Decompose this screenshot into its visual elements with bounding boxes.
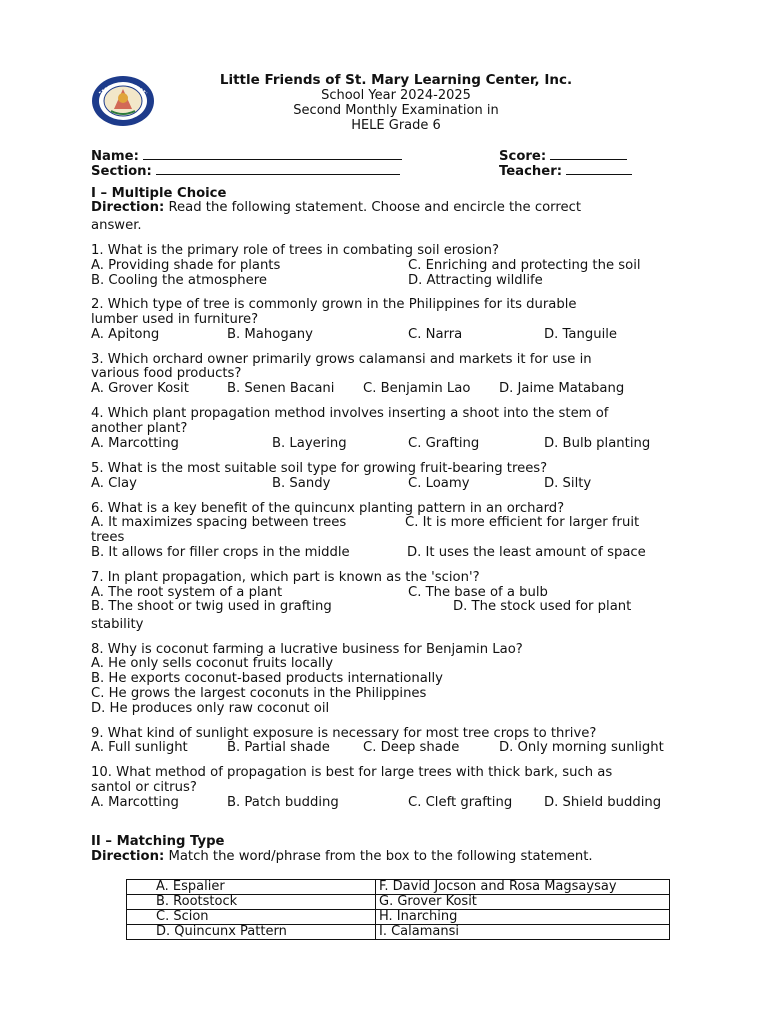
q9-option-d[interactable]: D. Only morning sunlight [499, 740, 664, 755]
question-2-cont: lumber used in furniture? [91, 312, 259, 327]
table-row [127, 925, 670, 940]
q7-option-a[interactable]: A. The root system of a plant [91, 585, 283, 600]
question-6: 6. What is a key benefit of the quincunx planting pattern in an orchard? [91, 501, 565, 516]
q8-option-d[interactable]: D. He produces only raw coconut oil [91, 701, 330, 716]
direction-label: Direction: [91, 849, 165, 864]
match-cell: G. Grover Kosit [376, 895, 670, 910]
match-cell: A. Espalier [127, 880, 376, 895]
q10-option-d[interactable]: D. Shield budding [544, 795, 662, 810]
q7-option-c[interactable]: C. The base of a bulb [408, 585, 548, 600]
question-8: 8. Why is coconut farming a lucrative business for Benjamin Lao? [91, 642, 523, 657]
q2-option-b[interactable]: B. Mahogany [227, 327, 313, 342]
part1-direction-cont: answer. [91, 218, 142, 233]
matching-box-table [126, 879, 670, 940]
q2-option-c[interactable]: C. Narra [408, 327, 463, 342]
match-cell: I. Calamansi [376, 925, 670, 940]
name-label: Name: [91, 149, 139, 164]
part2-direction [91, 849, 593, 864]
question-7: 7. In plant propagation, which part is known as the 'scion'? [91, 570, 480, 585]
section-blank[interactable] [156, 163, 400, 175]
table-row [127, 910, 670, 925]
q4-option-b[interactable]: B. Layering [272, 436, 347, 451]
teacher-row [499, 163, 632, 179]
question-1: 1. What is the primary role of trees in combating soil erosion? [91, 243, 499, 258]
match-cell: D. Quincunx Pattern [127, 925, 376, 940]
q5-option-d[interactable]: D. Silty [544, 476, 592, 491]
direction-label: Direction: [91, 200, 165, 215]
section-label: Section: [91, 164, 152, 179]
q6-option-d[interactable]: D. It uses the least amount of space [407, 545, 646, 560]
match-cell: B. Rootstock [127, 895, 376, 910]
q10-option-b[interactable]: B. Patch budding [227, 795, 339, 810]
q2-option-d[interactable]: D. Tanguile [544, 327, 618, 342]
table-row [127, 880, 670, 895]
q4-option-a[interactable]: A. Marcotting [91, 436, 179, 451]
question-5: 5. What is the most suitable soil type for growing fruit-bearing trees? [91, 461, 548, 476]
question-10-cont: santol or citrus? [91, 780, 197, 795]
q4-option-d[interactable]: D. Bulb planting [544, 436, 651, 451]
part1-title: I – Multiple Choice [91, 186, 227, 201]
q2-option-a[interactable]: A. Apitong [91, 327, 160, 342]
q9-option-c[interactable]: C. Deep shade [363, 740, 460, 755]
q6-option-a[interactable]: A. It maximizes spacing between trees [91, 515, 347, 530]
q6-option-b[interactable]: B. It allows for filler crops in the middle [91, 545, 350, 560]
q3-option-b[interactable]: B. Senen Bacani [227, 381, 335, 396]
question-10: 10. What method of propagation is best for large trees with thick bark, such as [91, 765, 613, 780]
q5-option-c[interactable]: C. Loamy [408, 476, 470, 491]
q5-option-a[interactable]: A. Clay [91, 476, 137, 491]
q3-option-d[interactable]: D. Jaime Matabang [499, 381, 625, 396]
part2-title: II – Matching Type [91, 834, 225, 849]
q3-option-a[interactable]: A. Grover Kosit [91, 381, 189, 396]
exam-header [0, 73, 768, 133]
teacher-label: Teacher: [499, 164, 563, 179]
q1-option-a[interactable]: A. Providing shade for plants [91, 258, 281, 273]
q8-option-b[interactable]: B. He exports coconut-based products internationally [91, 671, 443, 686]
score-blank[interactable] [550, 148, 627, 160]
score-label: Score: [499, 149, 547, 164]
q8-option-a[interactable]: A. He only sells coconut fruits locally [91, 656, 334, 671]
name-blank[interactable] [143, 148, 402, 160]
q7-option-d-cont: stability [91, 617, 144, 632]
q9-option-a[interactable]: A. Full sunlight [91, 740, 188, 755]
q10-option-a[interactable]: A. Marcotting [91, 795, 179, 810]
exam-title: Second Monthly Examination in [293, 103, 499, 118]
match-cell: F. David Jocson and Rosa Magsaysay [376, 880, 670, 895]
q1-options-row1 [91, 258, 641, 273]
table-row [127, 895, 670, 910]
q5-option-b[interactable]: B. Sandy [272, 476, 331, 491]
match-cell: H. Inarching [376, 910, 670, 925]
q1-options-row2 [91, 273, 543, 288]
q1-option-c[interactable]: C. Enriching and protecting the soil [408, 258, 641, 273]
q10-option-c[interactable]: C. Cleft grafting [408, 795, 513, 810]
question-4: 4. Which plant propagation method involves inserting a shoot into the stem of [91, 406, 609, 421]
subject-grade: HELE Grade 6 [351, 118, 441, 133]
question-4-cont: another plant? [91, 421, 188, 436]
question-3-cont: various food products? [91, 366, 242, 381]
direction-text: Read the following statement. Choose and encircle the correct [164, 200, 582, 215]
question-2: 2. Which type of tree is commonly grown in the Philippines for its durable [91, 297, 577, 312]
school-year: School Year 2024-2025 [321, 88, 471, 103]
q9-option-b[interactable]: B. Partial shade [227, 740, 330, 755]
q6-option-c-cont: trees [91, 530, 125, 545]
q8-option-c[interactable]: C. He grows the largest coconuts in the Philippines [91, 686, 427, 701]
match-cell: C. Scion [127, 910, 376, 925]
q6-option-c[interactable]: C. It is more efficient for larger fruit [405, 515, 640, 530]
name-row [91, 148, 402, 164]
q4-option-c[interactable]: C. Grafting [408, 436, 480, 451]
section-row [91, 163, 400, 179]
part1-direction [91, 200, 581, 215]
q7-option-d[interactable]: D. The stock used for plant [453, 599, 632, 614]
q3-option-c[interactable]: C. Benjamin Lao [363, 381, 471, 396]
teacher-blank[interactable] [566, 163, 632, 175]
question-3: 3. Which orchard owner primarily grows calamansi and markets it for use in [91, 352, 592, 367]
q1-option-d[interactable]: D. Attracting wildlife [408, 273, 543, 288]
school-name: Little Friends of St. Mary Learning Center, Inc. [219, 72, 573, 88]
q7-option-b[interactable]: B. The shoot or twig used in grafting [91, 599, 332, 614]
q1-option-b[interactable]: B. Cooling the atmosphere [91, 273, 267, 288]
score-row [499, 148, 627, 164]
question-9: 9. What kind of sunlight exposure is necessary for most tree crops to thrive? [91, 726, 597, 741]
direction-text: Match the word/phrase from the box to the following statement. [164, 849, 593, 864]
